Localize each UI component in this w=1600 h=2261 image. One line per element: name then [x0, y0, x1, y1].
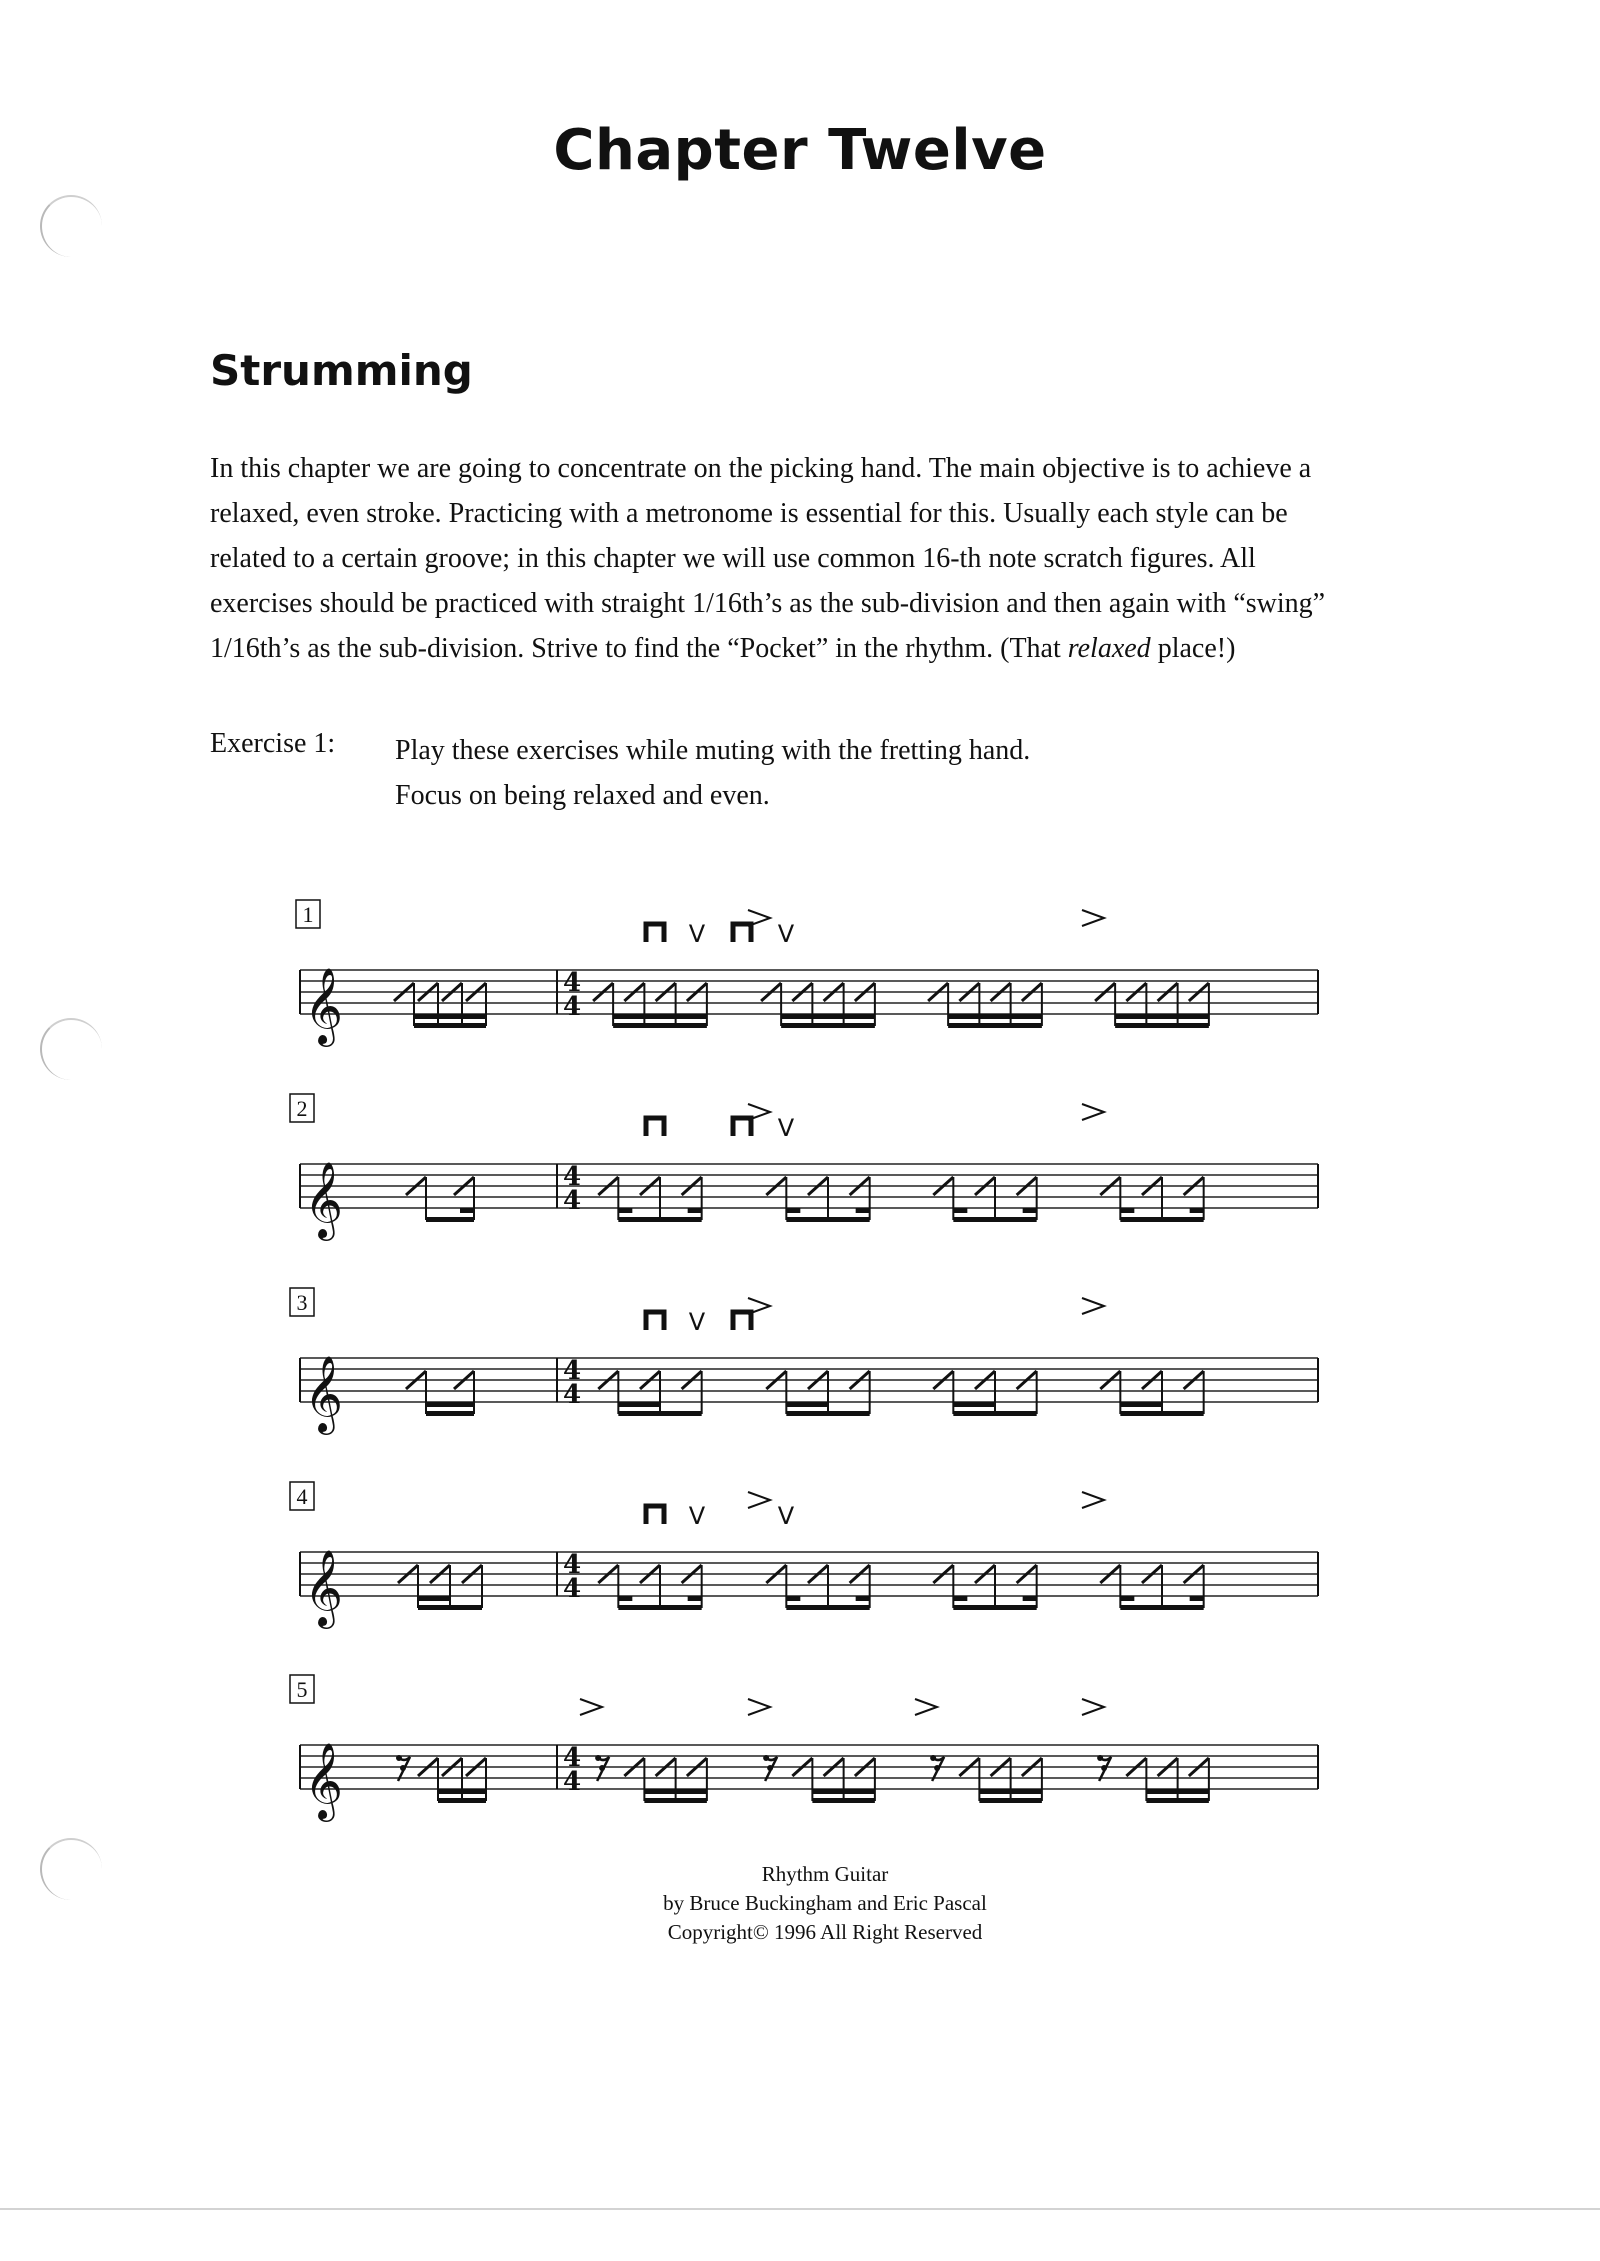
exercise-number: 1 — [302, 902, 314, 927]
secondary-beam — [948, 1014, 1042, 1019]
time-signature-bottom: 4 — [563, 1767, 582, 1797]
page-bottom-rule — [0, 2208, 1600, 2210]
exercise-number: 2 — [296, 1096, 308, 1121]
exercise-number: 4 — [296, 1484, 308, 1509]
secondary-beam — [1146, 1789, 1209, 1794]
exercise-label: Exercise 1: — [210, 728, 336, 759]
treble-clef-icon: 𝄞 — [304, 967, 344, 1044]
secondary-beam — [1115, 1014, 1209, 1019]
rest-dot — [1097, 1755, 1103, 1761]
treble-clef-icon: 𝄞 — [304, 1161, 344, 1238]
secondary-beam-stub — [953, 1596, 967, 1601]
rest-dot — [767, 1765, 773, 1771]
secondary-beam-stub — [786, 1208, 800, 1213]
primary-beam — [786, 1217, 869, 1222]
rest-dot — [934, 1765, 940, 1771]
downstroke-icon — [646, 1506, 664, 1524]
intro-line: exercises should be practiced with straight 1/16th’s as the sub-division and then again with “swing” — [210, 588, 1326, 619]
time-signature-bottom: 4 — [563, 1574, 582, 1604]
primary-beam — [1115, 1023, 1209, 1028]
downstroke-icon — [646, 924, 664, 942]
secondary-beam-stub — [618, 1596, 632, 1601]
treble-clef-icon: 𝄞 — [304, 1742, 344, 1819]
rest-dot — [930, 1755, 936, 1761]
time-signature-top: 4 — [563, 1743, 582, 1773]
accent-mark-icon — [580, 1699, 602, 1715]
intro-line: 1/16th’s as the sub-division. Strive to find the “Pocket” in the rhythm. (That relaxed place!) — [210, 633, 1236, 664]
time-signature-bottom: 4 — [563, 1380, 582, 1410]
primary-beam — [953, 1605, 1036, 1610]
time-signature-top: 4 — [563, 1162, 582, 1192]
rest-dot — [396, 1755, 402, 1761]
primary-beam — [948, 1023, 1042, 1028]
primary-beam — [786, 1411, 869, 1416]
secondary-beam-stub — [786, 1596, 800, 1601]
time-signature-bottom: 4 — [563, 992, 582, 1022]
upstroke-icon: V — [777, 920, 795, 948]
secondary-beam — [1120, 1402, 1162, 1407]
accent-mark-icon — [748, 1492, 770, 1508]
primary-beam — [613, 1023, 707, 1028]
secondary-beam — [618, 1402, 660, 1407]
rest-dot — [599, 1765, 605, 1771]
intro-line: relaxed, even stroke. Practicing with a metronome is essential for this. Usually each style can be — [210, 498, 1288, 529]
accent-mark-icon — [748, 1699, 770, 1715]
secondary-beam-stub — [1120, 1208, 1134, 1213]
rest-dot — [763, 1755, 769, 1761]
primary-beam — [1120, 1411, 1203, 1416]
primary-beam — [426, 1411, 474, 1416]
primary-beam — [418, 1605, 482, 1610]
rest-dot — [595, 1755, 601, 1761]
intro-line: related to a certain groove; in this chapter we will use common 16-th note scratch figures. All — [210, 543, 1256, 574]
downstroke-icon — [646, 1118, 664, 1136]
secondary-beam — [414, 1014, 486, 1019]
secondary-beam-stub — [618, 1208, 632, 1213]
primary-beam — [1146, 1798, 1209, 1803]
exercise-instruction-line: Focus on being relaxed and even. — [395, 780, 770, 811]
accent-mark-icon — [1082, 910, 1104, 926]
secondary-beam-stub — [953, 1208, 967, 1213]
secondary-beam — [426, 1402, 474, 1407]
rest-dot — [400, 1765, 406, 1771]
secondary-beam-stub — [1120, 1596, 1134, 1601]
primary-beam — [618, 1217, 701, 1222]
time-signature-bottom: 4 — [563, 1186, 582, 1216]
secondary-beam-stub — [1023, 1208, 1037, 1213]
secondary-beam-stub — [1023, 1596, 1037, 1601]
secondary-beam-stub — [856, 1208, 870, 1213]
primary-beam — [1120, 1605, 1203, 1610]
section-heading: Strumming — [210, 346, 473, 395]
secondary-beam — [781, 1014, 875, 1019]
intro-line: In this chapter we are going to concentrate on the picking hand. The main objective is to achieve a — [210, 453, 1312, 484]
chapter-title: Chapter Twelve — [553, 118, 1047, 183]
secondary-beam-stub — [1190, 1208, 1204, 1213]
time-signature-top: 4 — [563, 1550, 582, 1580]
primary-beam — [812, 1798, 875, 1803]
upstroke-icon: V — [688, 920, 706, 948]
accent-mark-icon — [1082, 1699, 1104, 1715]
secondary-beam — [953, 1402, 995, 1407]
secondary-beam — [786, 1402, 828, 1407]
primary-beam — [618, 1605, 701, 1610]
primary-beam — [786, 1605, 869, 1610]
secondary-beam-stub — [1190, 1596, 1204, 1601]
primary-beam — [438, 1798, 486, 1803]
primary-beam — [979, 1798, 1042, 1803]
accent-mark-icon — [915, 1699, 937, 1715]
downstroke-icon — [646, 1312, 664, 1330]
footer-credits — [0, 1860, 1600, 1947]
footer-book-title: Rhythm Guitar — [761, 1862, 889, 1886]
accent-mark-icon — [1082, 1492, 1104, 1508]
secondary-beam — [438, 1789, 486, 1794]
footer-copyright: Copyright© 1996 All Right Reserved — [667, 1920, 983, 1944]
secondary-beam-stub — [460, 1208, 474, 1213]
footer-authors: by Bruce Buckingham and Eric Pascal — [663, 1891, 987, 1915]
primary-beam — [781, 1023, 875, 1028]
secondary-beam-stub — [856, 1596, 870, 1601]
exercise-number: 5 — [296, 1677, 308, 1702]
time-signature-top: 4 — [563, 1356, 582, 1386]
secondary-beam-stub — [688, 1596, 702, 1601]
secondary-beam-stub — [688, 1208, 702, 1213]
primary-beam — [953, 1411, 1036, 1416]
exercise-number: 3 — [296, 1290, 308, 1315]
primary-beam — [618, 1411, 701, 1416]
accent-mark-icon — [1082, 1104, 1104, 1120]
primary-beam — [953, 1217, 1036, 1222]
secondary-beam — [613, 1014, 707, 1019]
treble-clef-icon: 𝄞 — [304, 1355, 344, 1432]
accent-mark-icon — [1082, 1298, 1104, 1314]
upstroke-icon: V — [688, 1308, 706, 1336]
exercise-instruction-line: Play these exercises while muting with the fretting hand. — [395, 735, 1031, 766]
secondary-beam — [418, 1596, 450, 1601]
upstroke-icon: V — [777, 1114, 795, 1142]
secondary-beam — [812, 1789, 875, 1794]
primary-beam — [414, 1023, 486, 1028]
upstroke-icon: V — [688, 1502, 706, 1530]
primary-beam — [426, 1217, 474, 1222]
time-signature-top: 4 — [563, 968, 582, 998]
primary-beam — [1120, 1217, 1203, 1222]
rest-dot — [1101, 1765, 1107, 1771]
secondary-beam — [644, 1789, 707, 1794]
primary-beam — [644, 1798, 707, 1803]
treble-clef-icon: 𝄞 — [304, 1549, 344, 1626]
secondary-beam — [979, 1789, 1042, 1794]
upstroke-icon: V — [777, 1502, 795, 1530]
